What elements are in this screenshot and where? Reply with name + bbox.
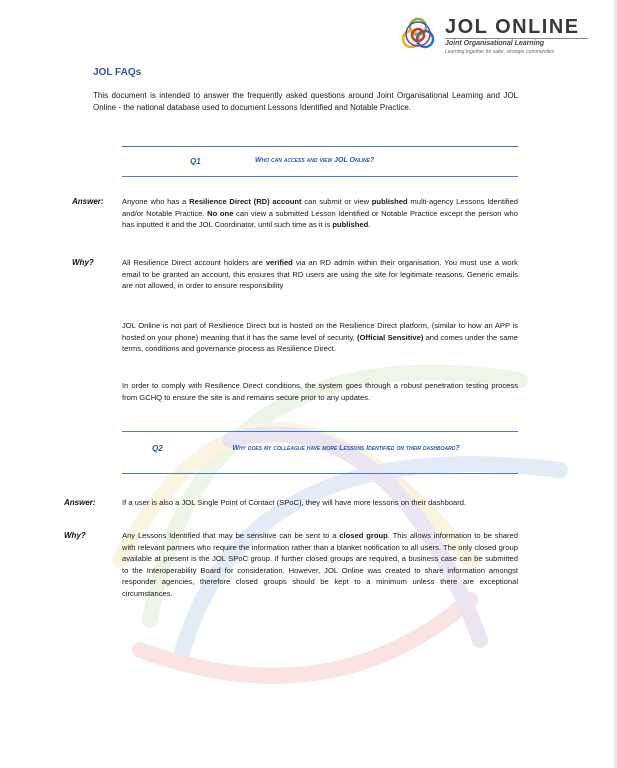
document-title: JOL FAQs [93, 67, 142, 78]
q1-bottom-rule [122, 176, 518, 177]
q2-why-label: Why? [64, 531, 86, 540]
q1-answer-label: Answer: [72, 197, 104, 206]
q2-answer-text: If a user is also a JOL Single Point of Contact (SPoC), they will have more lessons on their dashboard. [122, 498, 467, 507]
jol-online-logo [398, 14, 593, 56]
logo-subtitle: Joint Organisational Learning [445, 40, 545, 47]
q1-why-paragraph-3: In order to comply with Resilience Direct conditions, the system goes through a robust penetration testing process from GCHQ to ensure the site is and remains secure prior to any updates. [122, 381, 518, 402]
q1-why-label: Why? [72, 258, 94, 267]
logo-title: JOL ONLINE [445, 16, 580, 38]
logo-tagline: Learning together for safer, stronger communities [445, 49, 555, 55]
q2-bottom-rule [122, 473, 518, 474]
knot-logo-icon [398, 14, 438, 54]
q2-question: Why does my colleague have more Lessons Identified on their dashboard? [232, 445, 460, 452]
q1-number: Q1 [190, 157, 201, 166]
q2-answer-label: Answer: [64, 498, 96, 507]
q1-top-rule [122, 146, 518, 147]
q2-number: Q2 [152, 444, 163, 453]
q2-top-rule [122, 431, 518, 432]
logo-divider [445, 38, 588, 39]
intro-paragraph: This document is intended to answer the frequently asked questions around Joint Organisational Learning and JOL Online - the national database used to document Lessons Identified and Notable Practice. [93, 91, 518, 112]
q1-why-paragraph-2: JOL Online is not part of Resilience Direct but is hosted on the Resilience Direct platform, (similar to how an APP is hosted on your phone) meaning that it has the same level of security, (Official Sensitive) and comes under the same terms, conditions and governance process as Resilience Direct. [122, 321, 518, 354]
q1-answer-text: Anyone who has a Resilience Direct (RD) account can submit or view published multi-agency Lessons Identified and/or Notable Practice. No one can view a submitted Lesson Identified or Notable Practice except the person who has inputted it and the JOL Coordinator, until such time as it is published. [122, 197, 519, 230]
q1-why-paragraph-1: All Resilience Direct account holders are verified via an RD admin within their organisation. You must use a work email to be granted an account, this ensures that RD users are using the site for legitimate reasons. Generic emails are not allowed, in order to ensure responsibility [122, 258, 518, 291]
q1-question: Who can access and view JOL Online? [255, 157, 375, 164]
q2-why-paragraph: Any Lessons Identified that may be sensitive can be sent to a closed group. This allows information to be shared with relevant partners who require the information rather than a blanket notification to all users. The only closed group available at present is the JOL SPoC group. If further closed groups are required, a business case can be submitted to the Interoperability Board for consideration. However, JOL Online was created to share information amongst responder agencies, therefore closed groups should be kept to a minimum unless there are exceptional circumstances. [122, 531, 518, 598]
